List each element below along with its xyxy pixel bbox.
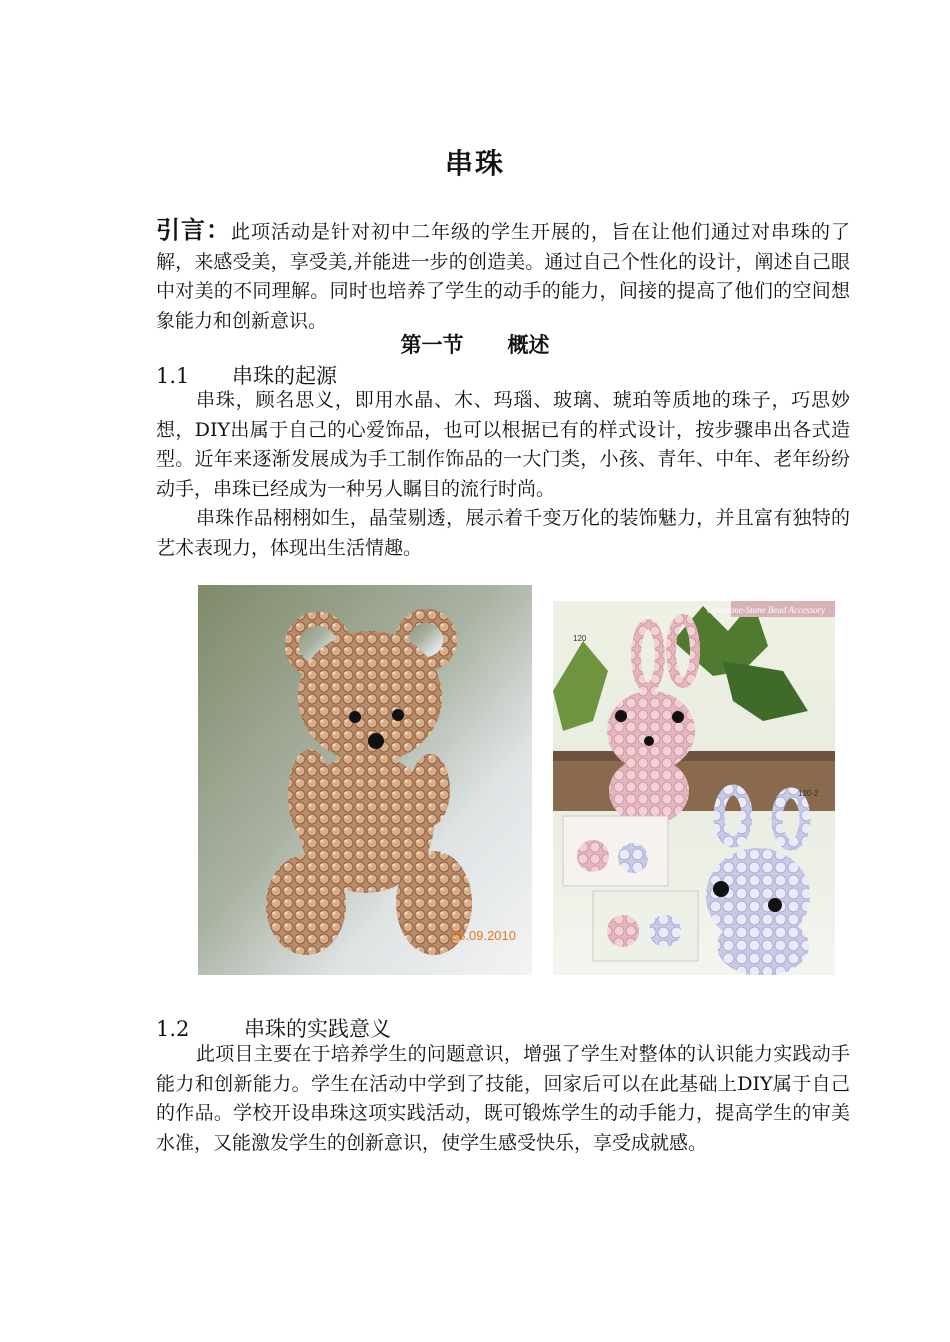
- beaded-bunny-photo: [553, 601, 835, 975]
- beaded-bear-photo: [198, 585, 532, 975]
- subsection-title: 串珠的实践意义: [244, 1017, 391, 1041]
- bear-image: [198, 585, 532, 975]
- subsection-heading-1-2: [156, 1013, 391, 1043]
- bunny-tag-1: 120: [573, 634, 587, 643]
- section-number: 第一节: [400, 333, 464, 357]
- subsection-number: 1.1: [156, 364, 190, 388]
- intro-text: 此项活动是针对初中二年级的学生开展的，旨在让他们通过对串珠的了解，来感受美，享受美,并能进一步的创造美。通过自己个性化的设计，阐述自己眼中对美的不同理解。同时也培养了学生的动手的能力，间接的提高了他们的空间想象能力和创新意识。: [156, 221, 850, 332]
- subsection-number: 1.2: [156, 1017, 190, 1041]
- origin-paragraph-1: 串珠，顾名思义，即用水晶、木、玛瑙、玻璃、琥珀等质地的珠子，巧思妙想，DIY出属于自己的心爱饰品，也可以根据已有的样式设计，按步骤串出各式造型。近年来逐渐发展成为手工制作饰品的一大门类，小孩、青年、中年、老年纷纷动手，串珠已经成为一种另人瞩目的流行时尚。: [156, 389, 850, 500]
- bunny-tag-2: 120-2: [798, 789, 819, 798]
- practice-paragraph: 此项目主要在于培养学生的问题意识，增强了学生对整体的认识能力实践动手能力和创新能力。学生在活动中学到了技能，回家后可以在此基础上DIY属于自己的作品。学校开设串珠这项实践活动，既可锻炼学生的动手能力，提高学生的审美水准，又能激发学生的创新意识，使学生感受快乐，享受成就感。: [156, 1043, 850, 1154]
- origin-paragraph-2: 串珠作品栩栩如生，晶莹剔透，展示着千变万化的装饰魅力，并且富有独特的艺术表现力，体现出生活情趣。: [156, 507, 850, 559]
- page-title: 串珠: [444, 147, 505, 180]
- section-title: 概述: [507, 333, 550, 357]
- bunny-image: [553, 601, 835, 975]
- subsection-title: 串珠的起源: [232, 364, 337, 388]
- section-heading: [0, 329, 950, 359]
- bear-date-stamp: 28.09.2010: [450, 928, 516, 943]
- intro-paragraph: [156, 216, 850, 336]
- bunny-header-text: Gemstone-Stone Bead Accessory: [706, 605, 825, 615]
- intro-label: 引言：: [156, 216, 231, 244]
